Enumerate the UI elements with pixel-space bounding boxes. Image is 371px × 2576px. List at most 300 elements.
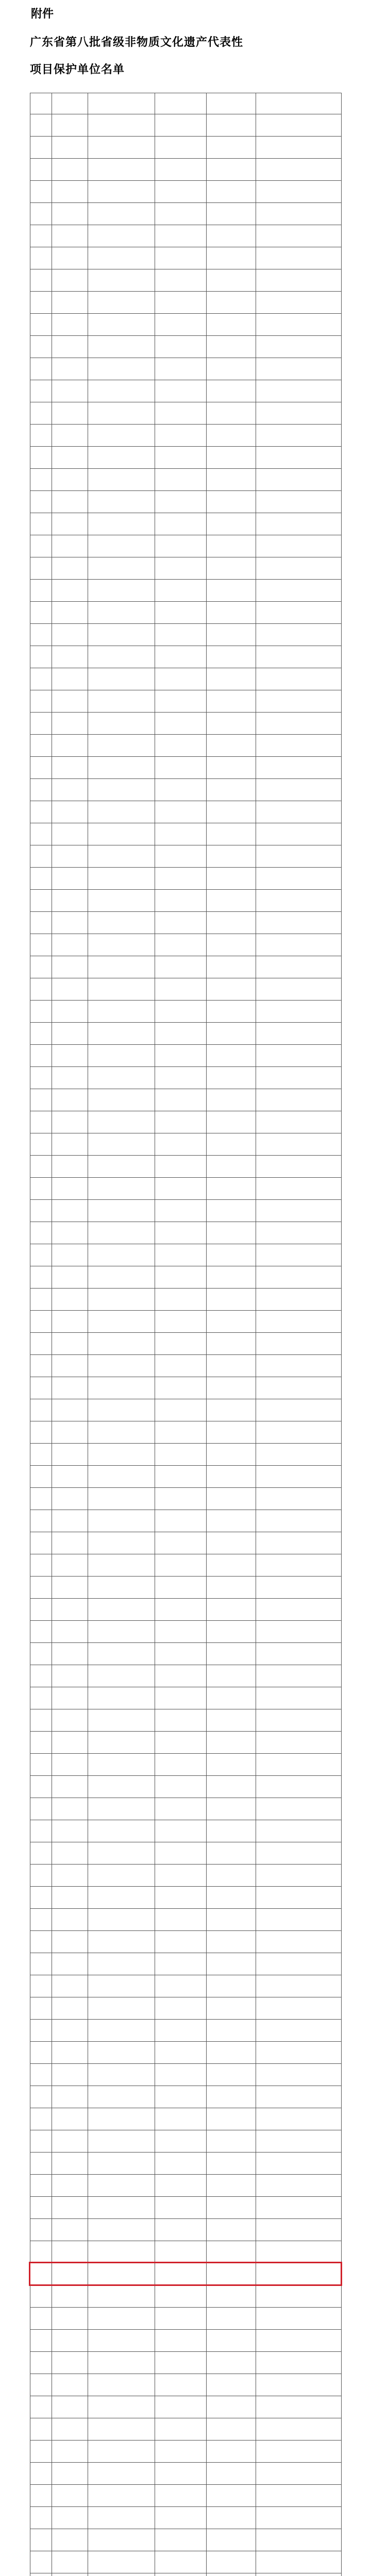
cell-code — [52, 425, 88, 447]
table-row — [30, 1621, 342, 1643]
cell-project — [88, 1887, 155, 1909]
table-row — [30, 1798, 342, 1820]
cell-unit — [256, 1089, 342, 1111]
cell-index — [30, 624, 52, 646]
cell-category — [207, 1953, 256, 1975]
cell-category — [207, 1067, 256, 1089]
table-row — [30, 602, 342, 624]
cell-project — [88, 203, 155, 225]
cell-category — [207, 580, 256, 602]
cell-unit — [256, 2241, 342, 2263]
table-row — [30, 2529, 342, 2551]
table-row — [30, 314, 342, 336]
cell-code — [52, 380, 88, 402]
cell-index — [30, 2263, 52, 2285]
cell-code — [52, 1532, 88, 1554]
cell-region — [155, 1776, 207, 1798]
cell-unit — [256, 1067, 342, 1089]
cell-category — [207, 1510, 256, 1532]
table-row — [30, 823, 342, 845]
cell-category — [207, 181, 256, 203]
table-row — [30, 1643, 342, 1665]
cell-code — [52, 890, 88, 912]
cell-index — [30, 580, 52, 602]
cell-code — [52, 912, 88, 934]
cell-project — [88, 757, 155, 779]
cell-index — [30, 2308, 52, 2330]
cell-category — [207, 1754, 256, 1776]
cell-code — [52, 779, 88, 801]
cell-category — [207, 336, 256, 358]
cell-code — [52, 1820, 88, 1842]
cell-unit — [256, 1133, 342, 1156]
cell-project — [88, 1532, 155, 1554]
header-cell-unit — [256, 93, 342, 114]
cell-project — [88, 1023, 155, 1045]
cell-category — [207, 491, 256, 513]
cell-category — [207, 2241, 256, 2263]
cell-unit — [256, 1355, 342, 1377]
cell-code — [52, 137, 88, 159]
cell-category — [207, 823, 256, 845]
cell-project — [88, 868, 155, 890]
cell-unit — [256, 668, 342, 690]
cell-code — [52, 1621, 88, 1643]
cell-code — [52, 447, 88, 469]
table-row — [30, 513, 342, 535]
cell-code — [52, 624, 88, 646]
cell-region — [155, 269, 207, 292]
cell-region — [155, 1577, 207, 1599]
cell-code — [52, 1599, 88, 1621]
table-row — [30, 447, 342, 469]
table-row — [30, 1466, 342, 1488]
cell-code — [52, 757, 88, 779]
cell-category — [207, 2573, 256, 2576]
cell-index — [30, 2374, 52, 2396]
cell-code — [52, 713, 88, 735]
cell-category — [207, 2197, 256, 2219]
attachment-label: 附件 — [31, 8, 54, 21]
cell-region — [155, 2441, 207, 2463]
cell-region — [155, 2086, 207, 2108]
cell-category — [207, 557, 256, 580]
cell-category — [207, 1975, 256, 1997]
cell-index — [30, 1421, 52, 1444]
cell-category — [207, 757, 256, 779]
table-row — [30, 624, 342, 646]
cell-code — [52, 292, 88, 314]
cell-index — [30, 557, 52, 580]
cell-unit — [256, 269, 342, 292]
cell-region — [155, 1510, 207, 1532]
table-row — [30, 1200, 342, 1222]
cell-project — [88, 2086, 155, 2108]
cell-category — [207, 1355, 256, 1377]
table-row — [30, 1421, 342, 1444]
cell-category — [207, 1466, 256, 1488]
cell-code — [52, 1510, 88, 1532]
cell-unit — [256, 690, 342, 713]
cell-code — [52, 247, 88, 269]
cell-unit — [256, 1887, 342, 1909]
cell-index — [30, 2130, 52, 2153]
cell-region — [155, 713, 207, 735]
cell-code — [52, 868, 88, 890]
cell-code — [52, 2219, 88, 2241]
cell-project — [88, 912, 155, 934]
cell-unit — [256, 1820, 342, 1842]
cell-index — [30, 1466, 52, 1488]
cell-index — [30, 1732, 52, 1754]
cell-unit — [256, 1244, 342, 1266]
cell-index — [30, 1754, 52, 1776]
cell-unit — [256, 1200, 342, 1222]
cell-unit — [256, 513, 342, 535]
cell-unit — [256, 1687, 342, 1709]
cell-index — [30, 2197, 52, 2219]
cell-category — [207, 1200, 256, 1222]
cell-project — [88, 336, 155, 358]
cell-category — [207, 1421, 256, 1444]
cell-region — [155, 1377, 207, 1399]
cell-project — [88, 580, 155, 602]
cell-region — [155, 1001, 207, 1023]
table-header-row — [30, 93, 342, 114]
cell-code — [52, 557, 88, 580]
cell-index — [30, 1311, 52, 1333]
table-row — [30, 2175, 342, 2197]
cell-unit — [256, 336, 342, 358]
cell-project — [88, 668, 155, 690]
cell-unit — [256, 2551, 342, 2573]
cell-region — [155, 2352, 207, 2374]
cell-region — [155, 602, 207, 624]
cell-region — [155, 402, 207, 425]
cell-project — [88, 2285, 155, 2308]
document-title-line-1: 广东省第八批省级非物质文化遗产代表性 — [30, 36, 244, 49]
cell-index — [30, 2507, 52, 2529]
cell-project — [88, 2463, 155, 2485]
table-row — [30, 2153, 342, 2175]
cell-unit — [256, 159, 342, 181]
cell-project — [88, 1045, 155, 1067]
cell-unit — [256, 2352, 342, 2374]
cell-project — [88, 690, 155, 713]
cell-project — [88, 1621, 155, 1643]
cell-project — [88, 425, 155, 447]
cell-region — [155, 1865, 207, 1887]
cell-code — [52, 1133, 88, 1156]
cell-category — [207, 2042, 256, 2064]
cell-code — [52, 1798, 88, 1820]
cell-project — [88, 1444, 155, 1466]
cell-index — [30, 956, 52, 978]
cell-code — [52, 2374, 88, 2396]
cell-region — [155, 1222, 207, 1244]
cell-unit — [256, 247, 342, 269]
cell-project — [88, 2374, 155, 2396]
cell-unit — [256, 978, 342, 1001]
cell-code — [52, 1466, 88, 1488]
cell-region — [155, 1399, 207, 1421]
cell-code — [52, 1289, 88, 1311]
cell-region — [155, 2330, 207, 2352]
cell-code — [52, 1399, 88, 1421]
cell-project — [88, 2441, 155, 2463]
cell-project — [88, 1953, 155, 1975]
cell-category — [207, 1133, 256, 1156]
cell-code — [52, 735, 88, 757]
cell-index — [30, 2020, 52, 2042]
cell-index — [30, 1333, 52, 1355]
cell-unit — [256, 1289, 342, 1311]
cell-index — [30, 2219, 52, 2241]
cell-code — [52, 469, 88, 491]
cell-region — [155, 956, 207, 978]
cell-unit — [256, 845, 342, 868]
cell-index — [30, 823, 52, 845]
cell-project — [88, 402, 155, 425]
cell-category — [207, 1842, 256, 1865]
cell-region — [155, 1975, 207, 1997]
cell-unit — [256, 956, 342, 978]
cell-region — [155, 425, 207, 447]
cell-project — [88, 513, 155, 535]
cell-category — [207, 845, 256, 868]
table-row — [30, 1887, 342, 1909]
cell-index — [30, 912, 52, 934]
cell-unit — [256, 402, 342, 425]
cell-category — [207, 1776, 256, 1798]
cell-index — [30, 735, 52, 757]
cell-category — [207, 447, 256, 469]
cell-region — [155, 358, 207, 380]
cell-index — [30, 2175, 52, 2197]
cell-project — [88, 646, 155, 668]
cell-code — [52, 2086, 88, 2108]
table-row — [30, 1931, 342, 1953]
table-row — [30, 292, 342, 314]
table-row — [30, 1953, 342, 1975]
cell-category — [207, 1399, 256, 1421]
cell-region — [155, 1444, 207, 1466]
cell-unit — [256, 2064, 342, 2086]
table-row — [30, 1444, 342, 1466]
table-row — [30, 1510, 342, 1532]
cell-code — [52, 1156, 88, 1178]
cell-region — [155, 2463, 207, 2485]
cell-region — [155, 2573, 207, 2576]
cell-project — [88, 1754, 155, 1776]
cell-unit — [256, 2263, 342, 2285]
table-row — [30, 1665, 342, 1687]
table-row — [30, 2308, 342, 2330]
cell-index — [30, 1798, 52, 1820]
cell-unit — [256, 1510, 342, 1532]
cell-unit — [256, 1444, 342, 1466]
cell-code — [52, 2197, 88, 2219]
cell-unit — [256, 1532, 342, 1554]
cell-project — [88, 2042, 155, 2064]
cell-unit — [256, 2130, 342, 2153]
cell-index — [30, 1289, 52, 1311]
cell-code — [52, 2463, 88, 2485]
cell-index — [30, 2285, 52, 2308]
table-row — [30, 580, 342, 602]
cell-index — [30, 225, 52, 247]
cell-unit — [256, 2573, 342, 2576]
cell-category — [207, 380, 256, 402]
cell-index — [30, 1200, 52, 1222]
cell-unit — [256, 1577, 342, 1599]
cell-category — [207, 713, 256, 735]
cell-region — [155, 2418, 207, 2441]
cell-category — [207, 602, 256, 624]
table-row — [30, 2285, 342, 2308]
cell-unit — [256, 580, 342, 602]
cell-index — [30, 1909, 52, 1931]
cell-category — [207, 2551, 256, 2573]
cell-region — [155, 535, 207, 557]
table-row — [30, 2374, 342, 2396]
cell-index — [30, 402, 52, 425]
cell-index — [30, 1355, 52, 1377]
cell-region — [155, 314, 207, 336]
cell-index — [30, 2086, 52, 2108]
cell-index — [30, 159, 52, 181]
cell-code — [52, 181, 88, 203]
cell-project — [88, 380, 155, 402]
cell-region — [155, 1266, 207, 1289]
table-row — [30, 1133, 342, 1156]
cell-unit — [256, 2197, 342, 2219]
cell-index — [30, 845, 52, 868]
cell-project — [88, 2308, 155, 2330]
table-row — [30, 1222, 342, 1244]
table-row — [30, 845, 342, 868]
table-row — [30, 713, 342, 735]
cell-category — [207, 1001, 256, 1023]
cell-category — [207, 1931, 256, 1953]
cell-unit — [256, 2108, 342, 2130]
table-row — [30, 336, 342, 358]
cell-project — [88, 1687, 155, 1709]
cell-project — [88, 1554, 155, 1577]
cell-index — [30, 1023, 52, 1045]
cell-project — [88, 2573, 155, 2576]
cell-index — [30, 2485, 52, 2507]
cell-project — [88, 2197, 155, 2219]
cell-category — [207, 1266, 256, 1289]
cell-project — [88, 1311, 155, 1333]
cell-code — [52, 1975, 88, 1997]
cell-unit — [256, 314, 342, 336]
cell-code — [52, 2396, 88, 2418]
cell-project — [88, 1931, 155, 1953]
cell-code — [52, 491, 88, 513]
cell-code — [52, 159, 88, 181]
cell-unit — [256, 1665, 342, 1687]
cell-unit — [256, 203, 342, 225]
cell-project — [88, 1089, 155, 1111]
cell-category — [207, 2285, 256, 2308]
cell-code — [52, 801, 88, 823]
cell-region — [155, 868, 207, 890]
cell-project — [88, 314, 155, 336]
cell-index — [30, 2529, 52, 2551]
cell-category — [207, 1023, 256, 1045]
cell-index — [30, 1554, 52, 1577]
cell-unit — [256, 1643, 342, 1665]
cell-project — [88, 956, 155, 978]
cell-code — [52, 2551, 88, 2573]
cell-project — [88, 2153, 155, 2175]
cell-unit — [256, 1333, 342, 1355]
cell-code — [52, 1577, 88, 1599]
cell-category — [207, 1599, 256, 1621]
table-row — [30, 2418, 342, 2441]
cell-project — [88, 2529, 155, 2551]
cell-project — [88, 535, 155, 557]
cell-unit — [256, 2374, 342, 2396]
table-row — [30, 1178, 342, 1200]
cell-index — [30, 2108, 52, 2130]
cell-index — [30, 1709, 52, 1732]
cell-region — [155, 823, 207, 845]
cell-project — [88, 1067, 155, 1089]
cell-code — [52, 1842, 88, 1865]
cell-project — [88, 557, 155, 580]
cell-region — [155, 580, 207, 602]
cell-category — [207, 624, 256, 646]
cell-unit — [256, 535, 342, 557]
cell-region — [155, 779, 207, 801]
cell-code — [52, 1023, 88, 1045]
cell-index — [30, 1510, 52, 1532]
cell-category — [207, 1909, 256, 1931]
cell-index — [30, 336, 52, 358]
cell-region — [155, 1599, 207, 1621]
cell-region — [155, 1532, 207, 1554]
cell-index — [30, 1244, 52, 1266]
cell-region — [155, 2396, 207, 2418]
cell-unit — [256, 934, 342, 956]
table-row — [30, 757, 342, 779]
cell-unit — [256, 1842, 342, 1865]
cell-region — [155, 2219, 207, 2241]
table-row — [30, 358, 342, 380]
cell-index — [30, 1599, 52, 1621]
cell-unit — [256, 779, 342, 801]
cell-category — [207, 1444, 256, 1466]
cell-region — [155, 1045, 207, 1067]
cell-index — [30, 535, 52, 557]
cell-project — [88, 890, 155, 912]
cell-region — [155, 491, 207, 513]
table-row — [30, 2130, 342, 2153]
table-row — [30, 2263, 342, 2285]
cell-unit — [256, 757, 342, 779]
cell-category — [207, 2263, 256, 2285]
cell-region — [155, 469, 207, 491]
cell-code — [52, 2241, 88, 2263]
cell-region — [155, 2241, 207, 2263]
cell-index — [30, 1399, 52, 1421]
cell-unit — [256, 2086, 342, 2108]
cell-unit — [256, 912, 342, 934]
table-row — [30, 1023, 342, 1045]
